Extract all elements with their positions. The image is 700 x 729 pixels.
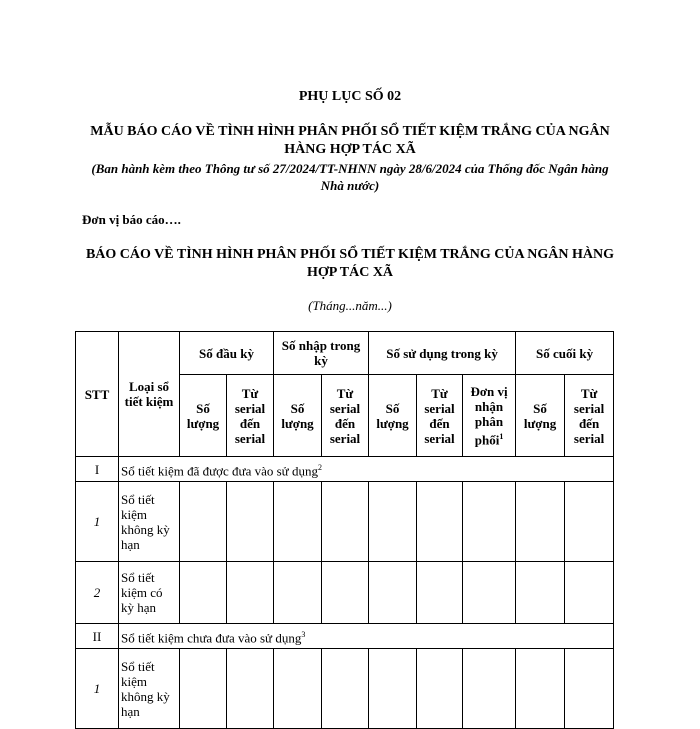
header-imported-qty: Số lượng [274, 375, 322, 457]
table-cell[interactable] [516, 482, 565, 562]
report-title [0, 246, 700, 282]
form-title-text: MẪU BÁO CÁO VỀ TÌNH HÌNH PHÂN PHỐI SỔ TIẾT KIỆM TRẮNG CỦA NGÂN HÀNG HỢP TÁC XÃ [90, 124, 610, 157]
table-cell[interactable] [322, 649, 369, 729]
section-number: I [76, 457, 119, 482]
form-title [0, 123, 700, 159]
table-row [76, 562, 614, 624]
issued-note-text: (Ban hành kèm theo Thông tư số 27/2024/TT-NHNN ngày 28/6/2024 của Thống đốc Ngân hàng Nhà nước) [91, 161, 609, 193]
table-cell[interactable] [274, 482, 322, 562]
header-used-unit [463, 375, 516, 457]
table-cell[interactable] [417, 649, 463, 729]
section-title-text: Sổ tiết kiệm chưa đưa vào sử dụng [121, 630, 302, 646]
header-row-groups [76, 332, 614, 375]
section-title [119, 624, 614, 649]
table-cell[interactable] [180, 482, 227, 562]
table-cell[interactable] [565, 482, 614, 562]
header-imported-serial: Từ serial đến serial [322, 375, 369, 457]
header-used: Số sử dụng trong kỳ [369, 332, 516, 375]
table-cell[interactable] [463, 482, 516, 562]
table-cell[interactable] [463, 649, 516, 729]
report-title-text: BÁO CÁO VỀ TÌNH HÌNH PHÂN PHỐI SỔ TIẾT KIỆM TRẮNG CỦA NGÂN HÀNG HỢP TÁC XÃ [85, 247, 615, 280]
table-cell[interactable] [417, 482, 463, 562]
row-savings-type: Sổ tiết kiệm không kỳ hạn [119, 482, 180, 562]
header-used-qty: Số lượng [369, 375, 417, 457]
header-opening: Số đầu kỳ [180, 332, 274, 375]
section-row [76, 457, 614, 482]
header-used-serial: Từ serial đến serial [417, 375, 463, 457]
table-cell[interactable] [369, 649, 417, 729]
table-cell[interactable] [227, 482, 274, 562]
table-cell[interactable] [274, 562, 322, 624]
header-opening-serial: Từ serial đến serial [227, 375, 274, 457]
row-savings-type: Sổ tiết kiệm có kỳ hạn [119, 562, 180, 624]
table-cell[interactable] [516, 649, 565, 729]
issued-note [0, 160, 700, 194]
table-cell[interactable] [369, 562, 417, 624]
header-closing-qty: Số lượng [516, 375, 565, 457]
table-cell[interactable] [565, 649, 614, 729]
section-number: II [76, 624, 119, 649]
footnote-ref-1: 1 [499, 431, 504, 441]
appendix-title: PHỤ LỤC SỐ 02 [298, 89, 402, 104]
table-cell[interactable] [463, 562, 516, 624]
table-cell[interactable] [227, 649, 274, 729]
header-imported: Số nhập trong kỳ [274, 332, 369, 375]
section-title-text: Sổ tiết kiệm đã được đưa vào sử dụng [121, 463, 318, 479]
report-period: (Tháng...năm...) [308, 298, 392, 313]
table-cell[interactable] [565, 562, 614, 624]
table-row [76, 649, 614, 729]
header-closing-serial: Từ serial đến serial [565, 375, 614, 457]
table-cell[interactable] [417, 562, 463, 624]
footnote-ref-3: 3 [301, 629, 306, 639]
table-cell[interactable] [516, 562, 565, 624]
footnote-ref-2: 2 [317, 462, 322, 472]
table-row [76, 482, 614, 562]
table-cell[interactable] [227, 562, 274, 624]
header-used-unit-text: Đơn vị nhận phân phối [470, 383, 508, 448]
table-cell[interactable] [322, 482, 369, 562]
row-savings-type: Sổ tiết kiệm không kỳ hạn [119, 649, 180, 729]
header-opening-qty: Số lượng [180, 375, 227, 457]
table-cell[interactable] [274, 649, 322, 729]
header-savings-type: Loại sổ tiết kiệm [119, 332, 180, 457]
table-cell[interactable] [369, 482, 417, 562]
section-row [76, 624, 614, 649]
table-cell[interactable] [180, 562, 227, 624]
reporting-unit: Đơn vị báo cáo…. [82, 212, 181, 227]
section-title [119, 457, 614, 482]
distribution-report-table [75, 331, 614, 729]
row-number: 1 [76, 649, 119, 729]
row-number: 2 [76, 562, 119, 624]
table-cell[interactable] [322, 562, 369, 624]
header-stt: STT [76, 332, 119, 457]
table-cell[interactable] [180, 649, 227, 729]
row-number: 1 [76, 482, 119, 562]
header-closing: Số cuối kỳ [516, 332, 614, 375]
